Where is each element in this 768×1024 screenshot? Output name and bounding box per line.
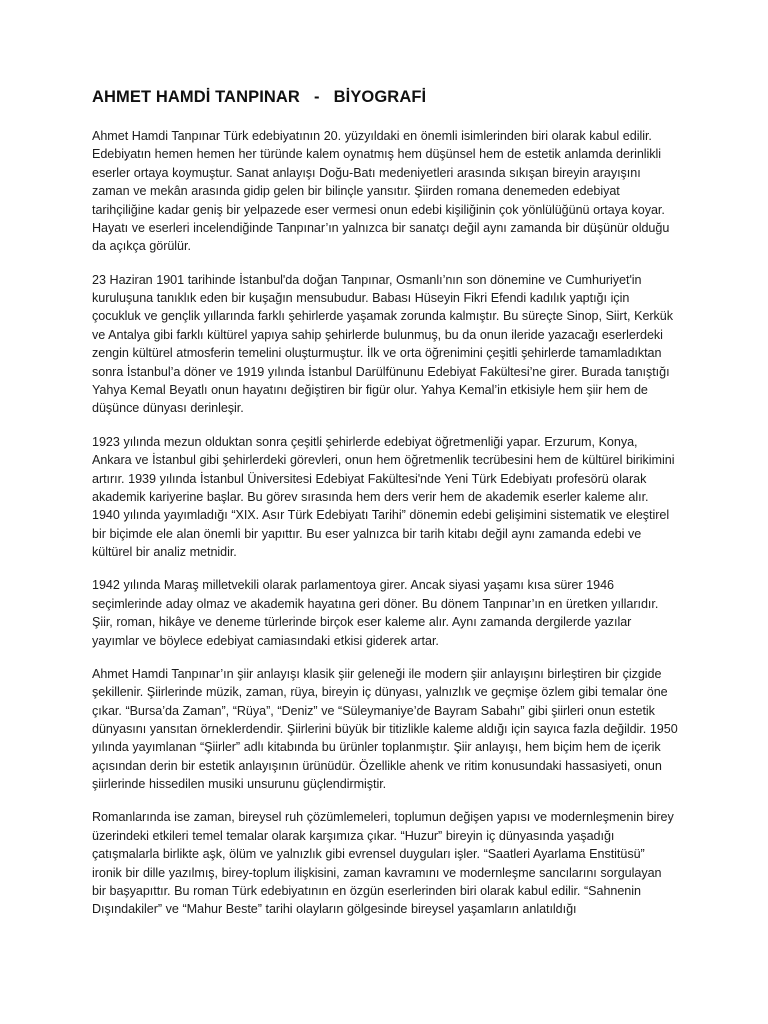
- paragraph-politics: 1942 yılında Maraş milletvekili olarak parlamentoya girer. Ancak siyasi yaşamı kısa sürer 1946 seçimlerinde aday olmaz ve akademik hayatına geri döner. Bu dönem Tanpınar’ın en üretken yıllarıdır. Şiir, roman, hikâye ve deneme türlerinde birçok eser kaleme alır. Aynı zamanda dergilerde yazılar yayımlar ve böylece edebiyat camiasındaki etkisi giderek artar.: [92, 578, 659, 648]
- paragraph-poetry: Ahmet Hamdi Tanpınar’ın şiir anlayışı klasik şiir geleneği ile modern şiir anlayışını birleştiren bir çizgide şekillenir. Şiirlerinde müzik, zaman, rüya, bireyin iç dünyası, yalnızlık ve geçmişe özlem gibi temalar öne çıkar. “Bursa’da Zaman”, “Rüya”, “Deniz” ve “Süleymaniye’de Bayram Sabahı” gibi şiirleri onun estetik dünyasını yansıtan örneklerdendir. Şiirlerini büyük bir titizlikle kaleme aldığı için sayıca fazla değildir. 1950 yılında yayımlanan “Şiirler” adlı kitabında bu ürünler toplanmıştır. Şiir anlayışı, hem biçim hem de içerik açısından derin bir estetik anlayışının ürünüdür. Özellikle ahenk ve ritim konusundaki hassasiyeti, onun şiirlerinde hissedilen musiki unsurunu güçlendirmiştir.: [92, 666, 678, 792]
- document-body: [92, 86, 678, 934]
- paragraph-intro: Ahmet Hamdi Tanpınar Türk edebiyatının 20. yüzyıldaki en önemli isimlerinden biri olarak kabul edilir. Edebiyatın hemen hemen her türünde kalem oynatmış hem düşünsel hem de estetik anlamda derinlikli eserler ortaya koymuştur. Sanat anlayışı Doğu-Batı medeniyetleri arasında sıkışan bireyin arayışını zaman ve mekân arasında gidip gelen bir bilinçle yansıtır. Şiirden romana denemeden edebiyat tarihçiliğine kadar geniş bir yelpazede eser vermesi onun edebi kişiliğinin çok yönlülüğünü ortaya koyar. Hayatı ve eserleri incelendiğinde Tanpınar’ın yalnızca bir sanatçı değil aynı zamanda bir düşünür olduğu da açıkça görülür.: [92, 129, 670, 254]
- paragraph-early-life: 23 Haziran 1901 tarihinde İstanbul'da doğan Tanpınar, Osmanlı’nın son dönemine ve Cumhuriyet'in kuruluşuna tanıklık eden bir kuşağın mensubudur. Babası Hüseyin Fikri Efendi kadılık yaptığı için çocukluk ve gençlik yıllarında farklı şehirlerde yaşamak zorunda kalmıştır. Bu süreçte Sinop, Siirt, Kerkük ve Antalya gibi farklı kültürel yapıya sahip şehirlerde bulunmuş, bu da onun ileride yazacağı eserlerdeki zengin kültürel atmosferin temelini oluşturmuştur. İlk ve orta öğrenimini çeşitli şehirlerde tamamladıktan sonra İstanbul’a döner ve 1919 yılında İstanbul Darülfünunu Edebiyat Fakültesi’ne girer. Burada tanıştığı Yahya Kemal Beyatlı onun hayatını değiştiren bir figür olur. Yahya Kemal’in etkisiyle hem şiir hem de düşünce dünyası derinleşir.: [92, 272, 674, 416]
- paragraph-novels: Romanlarında ise zaman, bireysel ruh çözümlemeleri, toplumun değişen yapısı ve modernleşmenin birey üzerindeki etkileri temel temalar olarak karşımıza çıkar. “Huzur” bireyin iç dünyasında yaşadığı çatışmalarla birlikte aşk, ölüm ve yalnızlık gibi evrensel duyguları işler. “Saatleri Ayarlama Enstitüsü” ironik bir dille yazılmış, birey-toplum ilişkisini, zaman kavramını ve modernleşme sancılarını sorgulayan bir başyapıttır. Bu roman Türk edebiyatının en özgün eserlerinden biri olarak kabul edilir. “Sahnenin Dışındakiler” ve “Mahur Beste” tarihi olayların gölgesinde bireysel yaşamların anlatıldığı: [92, 810, 674, 917]
- document-title: AHMET HAMDİ TANPINAR - BİYOGRAFİ: [92, 88, 427, 106]
- paragraph-career: 1923 yılında mezun olduktan sonra çeşitli şehirlerde edebiyat öğretmenliği yapar. Erzurum, Konya, Ankara ve İstanbul gibi şehirlerdeki görevleri, onun hem öğretmenlik tecrübesini hem de kültürel birikimini artırır. 1939 yılında İstanbul Üniversitesi Edebiyat Fakültesi'nde Yeni Türk Edebiyatı profesörü olarak akademik kariyerine başlar. Bu görev sırasında hem ders verir hem de akademik eserler kaleme alır. 1940 yılında yayımladığı “XIX. Asır Türk Edebiyatı Tarihi” dönemin edebi gelişimini sistematik ve eleştirel bir biçimde ele alan önemli bir yapıttır. Bu eser yalnızca bir tarih kitabı değil aynı zamanda edebi ve kültürel bir analiz metnidir.: [92, 434, 675, 560]
